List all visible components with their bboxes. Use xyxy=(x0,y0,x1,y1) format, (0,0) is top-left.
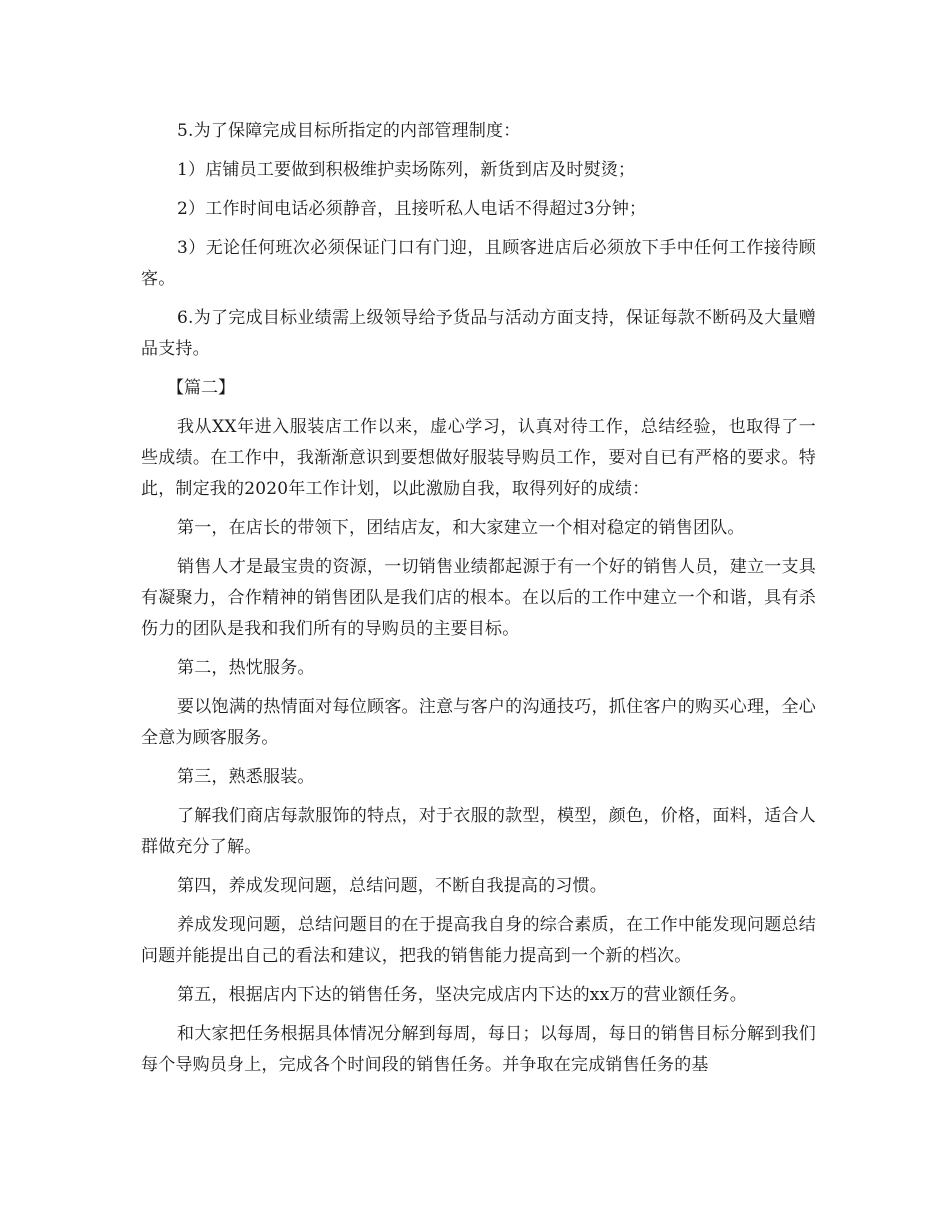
paragraph-point-5-detail: 和大家把任务根据具体情况分解到每周，每日；以每周，每日的销售目标分解到我们每个导购员身上，完成各个时间段的销售任务。并争取在完成销售任务的基 xyxy=(141,1024,816,1075)
paragraph-point-3: 第三，熟悉服装。 xyxy=(177,767,315,787)
paragraph-point-4-detail: 养成发现问题，总结问题目的在于提高我自身的综合素质，在工作中能发现问题总结问题并能提出自己的看法和建议，把我的销售能力提高到一个新的档次。 xyxy=(141,915,816,966)
paragraph-item-1: 1）店铺员工要做到积极维护卖场陈列，新货到店及时熨烫； xyxy=(177,160,636,180)
paragraph-item-2: 2）工作时间电话必须静音，且接听私人电话不得超过3分钟； xyxy=(177,199,647,219)
paragraph-6-support: 6.为了完成目标业绩需上级领导给予货品与活动方面支持，保证每款不断码及大量赠品支持。 xyxy=(141,308,816,359)
paragraph-point-1: 第一，在店长的带领下，团结店友，和大家建立一个相对稳定的销售团队。 xyxy=(177,518,745,538)
paragraph-5-management: 5.为了保障完成目标所指定的内部管理制度： xyxy=(177,121,521,141)
paragraph-intro: 我从XX年进入服装店工作以来，虚心学习，认真对待工作，总结经验，也取得了一些成绩。在工作中，我渐渐意识到要想做好服装导购员工作，要对自已有严格的要求。特此，制定我的2020年工作计划，以此激励自我，取得列好的成绩： xyxy=(141,417,816,499)
paragraph-point-2-detail: 要以饱满的热情面对每位顾客。注意与客户的沟通技巧，抓住客户的购买心理，全心全意为顾客服务。 xyxy=(141,697,816,748)
paragraph-item-3: 3）无论任何班次必须保证门口有门迎，且顾客进店后必须放下手中任何工作接待顾客。 xyxy=(141,238,816,289)
section-heading: 【篇二】 xyxy=(167,378,235,398)
paragraph-point-4: 第四，养成发现问题，总结问题，不断自我提高的习惯。 xyxy=(177,876,607,896)
paragraph-point-2: 第二，热忱服务。 xyxy=(177,658,315,678)
paragraph-point-3-detail: 了解我们商店每款服饰的特点，对于衣服的款型，模型，颜色，价格，面料，适合人群做充分了解。 xyxy=(141,806,816,857)
paragraph-point-1-detail: 销售人才是最宝贵的资源，一切销售业绩都起源于有一个好的销售人员，建立一支具有凝聚力，合作精神的销售团队是我们店的根本。在以后的工作中建立一个和谐，具有杀伤力的团队是我和我们所有的导购员的主要目标。 xyxy=(141,557,816,639)
document-body xyxy=(141,116,816,1089)
paragraph-point-5: 第五，根据店内下达的销售任务，坚决完成店内下达的xx万的营业额任务。 xyxy=(177,985,747,1005)
